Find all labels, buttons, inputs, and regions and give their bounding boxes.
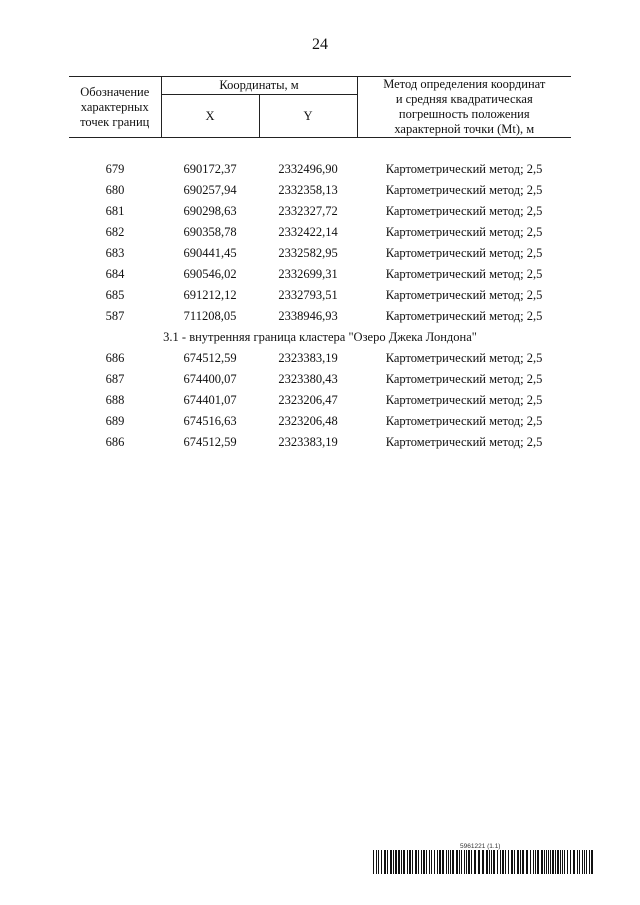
cell-id: 686 [105, 435, 125, 449]
table-row [69, 222, 571, 243]
cell-x: 674401,07 [183, 393, 237, 407]
section-title: 3.1 - внутренняя граница кластера "Озеро Джека Лондона" [163, 330, 477, 344]
cell-method: Картометрический метод; 2,5 [385, 225, 543, 239]
cell-method: Картометрический метод; 2,5 [385, 309, 543, 323]
coordinates-table [69, 76, 571, 453]
cell-id: 686 [105, 351, 125, 365]
cell-id: 680 [105, 183, 125, 197]
cell-id: 681 [105, 204, 125, 218]
cell-y: 2323380,43 [278, 372, 338, 386]
table-row [69, 306, 571, 327]
cell-x: 690298,63 [183, 204, 237, 218]
table-row [69, 201, 571, 222]
cell-id: 679 [105, 162, 125, 176]
table-row [69, 285, 571, 306]
table-row [69, 348, 571, 369]
header-y: Y [259, 95, 357, 138]
cell-x: 690546,02 [183, 267, 237, 281]
cell-id: 688 [105, 393, 125, 407]
page-number: 24 [312, 36, 328, 53]
header-x: X [161, 95, 259, 138]
cell-id: 682 [105, 225, 125, 239]
cell-y: 2332496,90 [278, 162, 338, 176]
barcode-label: 5961221 (1.1) [460, 843, 501, 850]
table-row [69, 243, 571, 264]
cell-x: 691212,12 [183, 288, 237, 302]
table-row [69, 264, 571, 285]
cell-y: 2332793,51 [278, 288, 338, 302]
cell-y: 2332699,31 [278, 267, 338, 281]
cell-y: 2332422,14 [278, 225, 338, 239]
cell-y: 2323383,19 [278, 351, 338, 365]
cell-method: Картометрический метод; 2,5 [385, 162, 543, 176]
cell-x: 690172,37 [183, 162, 237, 176]
cell-method: Картометрический метод; 2,5 [385, 435, 543, 449]
cell-y: 2323206,47 [278, 393, 338, 407]
header-method: Метод определения координат и средняя квадратическая погрешность положения характерной точки (Mt), м [357, 77, 571, 138]
cell-method: Картометрический метод; 2,5 [385, 267, 543, 281]
table-row [69, 159, 571, 180]
table-row [69, 411, 571, 432]
header-point-designation: Обозначение характерных точек границ [69, 77, 161, 138]
cell-method: Картометрический метод; 2,5 [385, 204, 543, 218]
cell-y: 2332358,13 [278, 183, 338, 197]
cell-method: Картометрический метод; 2,5 [385, 288, 543, 302]
cell-y: 2332582,95 [278, 246, 338, 260]
cell-y: 2323383,19 [278, 435, 338, 449]
cell-x: 674512,59 [183, 435, 237, 449]
cell-method: Картометрический метод; 2,5 [385, 351, 543, 365]
table-row [69, 432, 571, 453]
cell-id: 684 [105, 267, 125, 281]
cell-y: 2323206,48 [278, 414, 338, 428]
cell-x: 674400,07 [183, 372, 237, 386]
cell-x: 690257,94 [183, 183, 237, 197]
cell-id: 689 [105, 414, 125, 428]
cell-id: 685 [105, 288, 125, 302]
header-coordinates: Координаты, м [161, 77, 357, 95]
section-row [69, 327, 571, 348]
cell-method: Картометрический метод; 2,5 [385, 372, 543, 386]
cell-id: 683 [105, 246, 125, 260]
table-row [69, 390, 571, 411]
cell-x: 690441,45 [183, 246, 237, 260]
cell-method: Картометрический метод; 2,5 [385, 414, 543, 428]
table-row [69, 369, 571, 390]
cell-x: 674512,59 [183, 351, 237, 365]
cell-x: 690358,78 [183, 225, 237, 239]
table-row [69, 180, 571, 201]
cell-y: 2338946,93 [278, 309, 338, 323]
cell-x: 674516,63 [183, 414, 237, 428]
cell-method: Картометрический метод; 2,5 [385, 246, 543, 260]
cell-method: Картометрический метод; 2,5 [385, 183, 543, 197]
barcode-image [373, 850, 593, 874]
cell-id: 587 [105, 309, 125, 323]
cell-id: 687 [105, 372, 125, 386]
cell-method: Картометрический метод; 2,5 [385, 393, 543, 407]
cell-y: 2332327,72 [278, 204, 338, 218]
cell-x: 711208,05 [183, 309, 237, 323]
